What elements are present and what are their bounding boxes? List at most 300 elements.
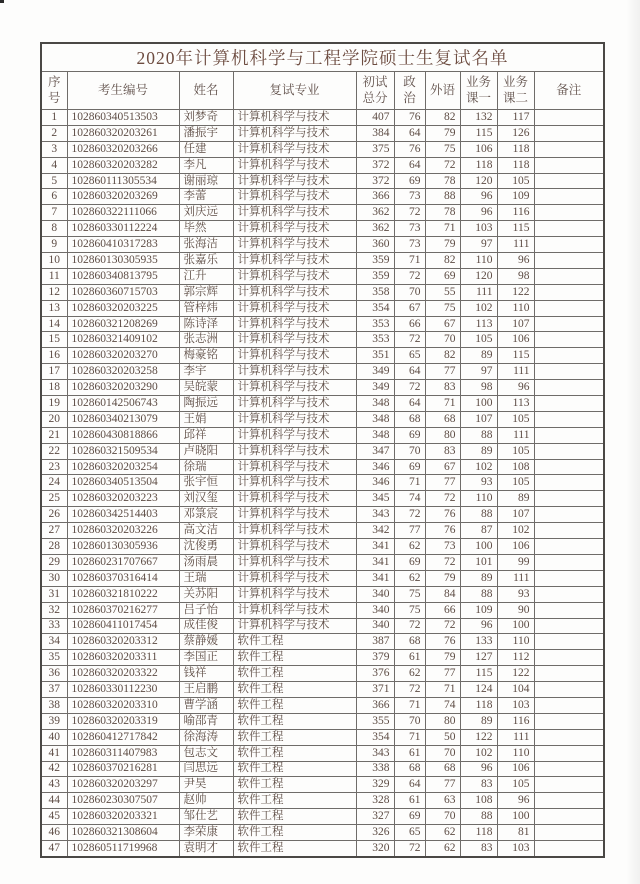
cell-politics: 72 bbox=[394, 205, 425, 221]
table-row bbox=[41, 459, 604, 475]
cell-candidate-no: 102860142506743 bbox=[67, 396, 179, 412]
cell-major: 计算机科学与技术 bbox=[233, 348, 356, 364]
cell-major: 计算机科学与技术 bbox=[233, 396, 356, 412]
cell-candidate-no: 102860320203266 bbox=[67, 141, 179, 157]
document-title: 2020年计算机科学与工程学院硕士生复试名单 bbox=[41, 43, 604, 72]
cell-index: 19 bbox=[41, 396, 67, 412]
table-row bbox=[41, 809, 604, 825]
cell-remark bbox=[534, 316, 604, 332]
cell-course-2: 93 bbox=[497, 586, 534, 602]
cell-remark bbox=[534, 205, 604, 221]
cell-course-1: 110 bbox=[460, 253, 497, 269]
cell-course-2: 110 bbox=[497, 300, 534, 316]
cell-course-1: 132 bbox=[460, 110, 497, 126]
cell-foreign-lang: 72 bbox=[425, 157, 460, 173]
cell-remark bbox=[534, 141, 604, 157]
cell-foreign-lang: 55 bbox=[425, 284, 460, 300]
cell-politics: 76 bbox=[394, 110, 425, 126]
cell-total-score: 371 bbox=[356, 682, 394, 698]
cell-name: 李国正 bbox=[179, 650, 233, 666]
cell-foreign-lang: 69 bbox=[425, 268, 460, 284]
cell-course-1: 124 bbox=[460, 682, 497, 698]
cell-politics: 69 bbox=[394, 427, 425, 443]
cell-course-1: 106 bbox=[460, 141, 497, 157]
cell-course-1: 96 bbox=[460, 189, 497, 205]
cell-total-score: 407 bbox=[356, 110, 394, 126]
cell-course-1: 97 bbox=[460, 364, 497, 380]
cell-politics: 69 bbox=[394, 459, 425, 475]
cell-politics: 76 bbox=[394, 141, 425, 157]
cell-index: 42 bbox=[41, 761, 67, 777]
cell-course-2: 106 bbox=[497, 539, 534, 555]
cell-foreign-lang: 72 bbox=[425, 554, 460, 570]
cell-remark bbox=[534, 189, 604, 205]
cell-candidate-no: 102860320203269 bbox=[67, 189, 179, 205]
cell-foreign-lang: 73 bbox=[425, 539, 460, 555]
cell-total-score: 372 bbox=[356, 173, 394, 189]
cell-name: 赵帅 bbox=[179, 793, 233, 809]
cell-foreign-lang: 71 bbox=[425, 396, 460, 412]
cell-course-2: 100 bbox=[497, 809, 534, 825]
cell-name: 徐瑞 bbox=[179, 459, 233, 475]
cell-candidate-no: 102860342514403 bbox=[67, 507, 179, 523]
cell-index: 20 bbox=[41, 411, 67, 427]
cell-politics: 65 bbox=[394, 825, 425, 841]
cell-major: 软件工程 bbox=[233, 793, 356, 809]
cell-major: 计算机科学与技术 bbox=[233, 427, 356, 443]
cell-name: 邓箓宸 bbox=[179, 507, 233, 523]
cell-course-2: 111 bbox=[497, 570, 534, 586]
table-row bbox=[41, 284, 604, 300]
cell-remark bbox=[534, 173, 604, 189]
cell-politics: 72 bbox=[394, 507, 425, 523]
cell-name: 王瑞 bbox=[179, 570, 233, 586]
cell-foreign-lang: 79 bbox=[425, 650, 460, 666]
cell-major: 软件工程 bbox=[233, 682, 356, 698]
cell-candidate-no: 102860230307507 bbox=[67, 793, 179, 809]
cell-course-2: 105 bbox=[497, 173, 534, 189]
cell-foreign-lang: 75 bbox=[425, 300, 460, 316]
cell-course-1: 103 bbox=[460, 221, 497, 237]
cell-total-score: 346 bbox=[356, 459, 394, 475]
cell-foreign-lang: 80 bbox=[425, 713, 460, 729]
cell-course-1: 88 bbox=[460, 507, 497, 523]
table-row bbox=[41, 618, 604, 634]
table-row bbox=[41, 205, 604, 221]
cell-index: 37 bbox=[41, 682, 67, 698]
cell-course-2: 111 bbox=[497, 364, 534, 380]
cell-politics: 64 bbox=[394, 777, 425, 793]
cell-major: 软件工程 bbox=[233, 713, 356, 729]
cell-candidate-no: 102860320203254 bbox=[67, 459, 179, 475]
cell-candidate-no: 102860370216277 bbox=[67, 602, 179, 618]
cell-total-score: 320 bbox=[356, 840, 394, 856]
cell-politics: 72 bbox=[394, 332, 425, 348]
cell-index: 32 bbox=[41, 602, 67, 618]
cell-index: 7 bbox=[41, 205, 67, 221]
cell-index: 44 bbox=[41, 793, 67, 809]
cell-remark bbox=[534, 491, 604, 507]
cell-politics: 73 bbox=[394, 237, 425, 253]
cell-name: 沈俊勇 bbox=[179, 539, 233, 555]
cell-course-1: 102 bbox=[460, 459, 497, 475]
cell-course-2: 113 bbox=[497, 396, 534, 412]
cell-remark bbox=[534, 745, 604, 761]
cell-total-score: 355 bbox=[356, 713, 394, 729]
cell-course-2: 105 bbox=[497, 443, 534, 459]
cell-course-2: 103 bbox=[497, 840, 534, 856]
cell-candidate-no: 102860320203223 bbox=[67, 491, 179, 507]
cell-foreign-lang: 76 bbox=[425, 507, 460, 523]
cell-total-score: 353 bbox=[356, 316, 394, 332]
cell-index: 41 bbox=[41, 745, 67, 761]
cell-remark bbox=[534, 809, 604, 825]
cell-foreign-lang: 82 bbox=[425, 253, 460, 269]
cell-politics: 68 bbox=[394, 761, 425, 777]
cell-foreign-lang: 88 bbox=[425, 189, 460, 205]
cell-major: 计算机科学与技术 bbox=[233, 364, 356, 380]
table-row bbox=[41, 777, 604, 793]
cell-remark bbox=[534, 825, 604, 841]
cell-total-score: 349 bbox=[356, 380, 394, 396]
cell-remark bbox=[534, 507, 604, 523]
cell-name: 袁明才 bbox=[179, 840, 233, 856]
cell-candidate-no: 102860320203310 bbox=[67, 697, 179, 713]
cell-name: 李蕾 bbox=[179, 189, 233, 205]
cell-foreign-lang: 84 bbox=[425, 586, 460, 602]
cell-candidate-no: 102860410317283 bbox=[67, 237, 179, 253]
table-row bbox=[41, 761, 604, 777]
cell-foreign-lang: 71 bbox=[425, 221, 460, 237]
cell-candidate-no: 102860321509534 bbox=[67, 443, 179, 459]
cell-foreign-lang: 77 bbox=[425, 364, 460, 380]
cell-index: 6 bbox=[41, 189, 67, 205]
reexam-candidate-table bbox=[40, 42, 605, 858]
cell-remark bbox=[534, 475, 604, 491]
cell-name: 毕然 bbox=[179, 221, 233, 237]
cell-politics: 61 bbox=[394, 793, 425, 809]
cell-index: 24 bbox=[41, 475, 67, 491]
cell-course-1: 101 bbox=[460, 554, 497, 570]
cell-course-2: 112 bbox=[497, 650, 534, 666]
cell-course-1: 133 bbox=[460, 634, 497, 650]
cell-candidate-no: 102860311407983 bbox=[67, 745, 179, 761]
cell-course-1: 108 bbox=[460, 793, 497, 809]
cell-name: 喻邵青 bbox=[179, 713, 233, 729]
cell-candidate-no: 102860231707667 bbox=[67, 554, 179, 570]
cell-politics: 73 bbox=[394, 189, 425, 205]
cell-course-1: 120 bbox=[460, 268, 497, 284]
cell-course-2: 107 bbox=[497, 507, 534, 523]
cell-name: 包志文 bbox=[179, 745, 233, 761]
cell-foreign-lang: 70 bbox=[425, 745, 460, 761]
cell-total-score: 343 bbox=[356, 507, 394, 523]
cell-candidate-no: 102860111305534 bbox=[67, 173, 179, 189]
cell-politics: 65 bbox=[394, 348, 425, 364]
cell-candidate-no: 102860130305935 bbox=[67, 253, 179, 269]
cell-index: 39 bbox=[41, 713, 67, 729]
column-header-foreign-lang: 外语 bbox=[425, 72, 460, 110]
cell-total-score: 348 bbox=[356, 411, 394, 427]
cell-index: 21 bbox=[41, 427, 67, 443]
cell-index: 27 bbox=[41, 523, 67, 539]
cell-major: 计算机科学与技术 bbox=[233, 205, 356, 221]
cell-course-2: 118 bbox=[497, 157, 534, 173]
cell-name: 李宇 bbox=[179, 364, 233, 380]
cell-remark bbox=[534, 268, 604, 284]
cell-index: 40 bbox=[41, 729, 67, 745]
cell-remark bbox=[534, 237, 604, 253]
cell-course-2: 103 bbox=[497, 697, 534, 713]
cell-remark bbox=[534, 348, 604, 364]
table-row bbox=[41, 729, 604, 745]
cell-total-score: 372 bbox=[356, 157, 394, 173]
cell-course-2: 104 bbox=[497, 682, 534, 698]
table-row bbox=[41, 554, 604, 570]
cell-politics: 72 bbox=[394, 268, 425, 284]
cell-course-1: 100 bbox=[460, 539, 497, 555]
cell-candidate-no: 102860320203321 bbox=[67, 809, 179, 825]
cell-major: 计算机科学与技术 bbox=[233, 411, 356, 427]
cell-total-score: 349 bbox=[356, 364, 394, 380]
cell-index: 25 bbox=[41, 491, 67, 507]
table-row bbox=[41, 157, 604, 173]
cell-total-score: 360 bbox=[356, 237, 394, 253]
cell-major: 计算机科学与技术 bbox=[233, 268, 356, 284]
cell-name: 李荣康 bbox=[179, 825, 233, 841]
cell-major: 计算机科学与技术 bbox=[233, 332, 356, 348]
cell-course-2: 106 bbox=[497, 761, 534, 777]
cell-course-1: 111 bbox=[460, 284, 497, 300]
cell-politics: 71 bbox=[394, 697, 425, 713]
table-row bbox=[41, 268, 604, 284]
cell-index: 33 bbox=[41, 618, 67, 634]
table-row bbox=[41, 602, 604, 618]
cell-course-1: 87 bbox=[460, 523, 497, 539]
cell-course-1: 96 bbox=[460, 761, 497, 777]
cell-major: 软件工程 bbox=[233, 666, 356, 682]
cell-course-1: 109 bbox=[460, 602, 497, 618]
cell-course-1: 89 bbox=[460, 713, 497, 729]
cell-politics: 74 bbox=[394, 491, 425, 507]
cell-name: 关苏阳 bbox=[179, 586, 233, 602]
cell-index: 13 bbox=[41, 300, 67, 316]
cell-total-score: 327 bbox=[356, 809, 394, 825]
cell-name: 邹仕艺 bbox=[179, 809, 233, 825]
cell-politics: 62 bbox=[394, 539, 425, 555]
cell-index: 31 bbox=[41, 586, 67, 602]
cell-name: 蔡静媛 bbox=[179, 634, 233, 650]
cell-name: 郭宗辉 bbox=[179, 284, 233, 300]
cell-foreign-lang: 75 bbox=[425, 141, 460, 157]
cell-course-2: 98 bbox=[497, 268, 534, 284]
cell-candidate-no: 102860340513504 bbox=[67, 475, 179, 491]
cell-course-2: 96 bbox=[497, 253, 534, 269]
cell-foreign-lang: 72 bbox=[425, 491, 460, 507]
cell-course-1: 110 bbox=[460, 491, 497, 507]
cell-name: 闫思远 bbox=[179, 761, 233, 777]
cell-remark bbox=[534, 427, 604, 443]
cell-course-1: 118 bbox=[460, 825, 497, 841]
cell-foreign-lang: 77 bbox=[425, 777, 460, 793]
cell-remark bbox=[534, 634, 604, 650]
cell-index: 9 bbox=[41, 237, 67, 253]
cell-course-2: 110 bbox=[497, 634, 534, 650]
cell-foreign-lang: 72 bbox=[425, 618, 460, 634]
cell-major: 软件工程 bbox=[233, 809, 356, 825]
cell-name: 卢晓阳 bbox=[179, 443, 233, 459]
cell-candidate-no: 102860320203270 bbox=[67, 348, 179, 364]
cell-course-1: 88 bbox=[460, 427, 497, 443]
cell-index: 46 bbox=[41, 825, 67, 841]
cell-major: 软件工程 bbox=[233, 825, 356, 841]
cell-total-score: 354 bbox=[356, 300, 394, 316]
table-row bbox=[41, 539, 604, 555]
cell-politics: 61 bbox=[394, 650, 425, 666]
cell-remark bbox=[534, 761, 604, 777]
cell-course-2: 108 bbox=[497, 459, 534, 475]
cell-politics: 69 bbox=[394, 554, 425, 570]
table-row bbox=[41, 189, 604, 205]
cell-remark bbox=[534, 396, 604, 412]
cell-name: 任建 bbox=[179, 141, 233, 157]
table-row bbox=[41, 634, 604, 650]
cell-course-1: 89 bbox=[460, 443, 497, 459]
cell-major: 计算机科学与技术 bbox=[233, 284, 356, 300]
cell-course-1: 115 bbox=[460, 666, 497, 682]
cell-candidate-no: 102860321208269 bbox=[67, 316, 179, 332]
cell-major: 计算机科学与技术 bbox=[233, 539, 356, 555]
cell-index: 10 bbox=[41, 253, 67, 269]
cell-course-2: 89 bbox=[497, 491, 534, 507]
cell-major: 计算机科学与技术 bbox=[233, 475, 356, 491]
cell-index: 8 bbox=[41, 221, 67, 237]
cell-major: 计算机科学与技术 bbox=[233, 380, 356, 396]
cell-course-2: 105 bbox=[497, 777, 534, 793]
cell-course-1: 83 bbox=[460, 777, 497, 793]
table-title-row bbox=[41, 43, 604, 72]
cell-course-2: 100 bbox=[497, 618, 534, 634]
cell-foreign-lang: 79 bbox=[425, 570, 460, 586]
cell-candidate-no: 102860320203226 bbox=[67, 523, 179, 539]
cell-candidate-no: 102860130305936 bbox=[67, 539, 179, 555]
cell-course-1: 115 bbox=[460, 125, 497, 141]
cell-remark bbox=[534, 459, 604, 475]
cell-course-1: 118 bbox=[460, 697, 497, 713]
cell-course-2: 110 bbox=[497, 745, 534, 761]
scan-corner-artifact bbox=[0, 0, 4, 3]
cell-foreign-lang: 83 bbox=[425, 443, 460, 459]
cell-total-score: 353 bbox=[356, 332, 394, 348]
cell-name: 陶振远 bbox=[179, 396, 233, 412]
cell-major: 计算机科学与技术 bbox=[233, 316, 356, 332]
column-header-major: 复试专业 bbox=[233, 72, 356, 110]
cell-name: 曹学涵 bbox=[179, 697, 233, 713]
cell-course-2: 117 bbox=[497, 110, 534, 126]
cell-major: 计算机科学与技术 bbox=[233, 523, 356, 539]
cell-major: 计算机科学与技术 bbox=[233, 554, 356, 570]
cell-course-1: 89 bbox=[460, 348, 497, 364]
column-header-politics: 政治 bbox=[394, 72, 425, 110]
table-row bbox=[41, 570, 604, 586]
cell-total-score: 358 bbox=[356, 284, 394, 300]
cell-total-score: 340 bbox=[356, 602, 394, 618]
cell-name: 徐海涛 bbox=[179, 729, 233, 745]
cell-total-score: 341 bbox=[356, 554, 394, 570]
cell-politics: 67 bbox=[394, 300, 425, 316]
cell-course-2: 105 bbox=[497, 475, 534, 491]
column-header-course-1: 业务课一 bbox=[460, 72, 497, 110]
column-header-name: 姓名 bbox=[179, 72, 233, 110]
cell-total-score: 351 bbox=[356, 348, 394, 364]
cell-course-1: 93 bbox=[460, 475, 497, 491]
cell-name: 尹昊 bbox=[179, 777, 233, 793]
cell-total-score: 366 bbox=[356, 189, 394, 205]
column-header-remark: 备注 bbox=[534, 72, 604, 110]
cell-remark bbox=[534, 380, 604, 396]
cell-major: 计算机科学与技术 bbox=[233, 110, 356, 126]
column-header-course-2: 业务课二 bbox=[497, 72, 534, 110]
table-row bbox=[41, 427, 604, 443]
cell-total-score: 387 bbox=[356, 634, 394, 650]
cell-candidate-no: 102860360715703 bbox=[67, 284, 179, 300]
cell-foreign-lang: 70 bbox=[425, 809, 460, 825]
cell-major: 计算机科学与技术 bbox=[233, 459, 356, 475]
table-row bbox=[41, 396, 604, 412]
cell-name: 谢丽琼 bbox=[179, 173, 233, 189]
table-row bbox=[41, 682, 604, 698]
cell-major: 软件工程 bbox=[233, 777, 356, 793]
column-header-total-score: 初试总分 bbox=[356, 72, 394, 110]
cell-politics: 64 bbox=[394, 125, 425, 141]
cell-remark bbox=[534, 570, 604, 586]
cell-politics: 69 bbox=[394, 173, 425, 189]
cell-total-score: 362 bbox=[356, 205, 394, 221]
table-row bbox=[41, 713, 604, 729]
cell-course-1: 83 bbox=[460, 840, 497, 856]
cell-name: 钱祥 bbox=[179, 666, 233, 682]
cell-total-score: 376 bbox=[356, 666, 394, 682]
table-row bbox=[41, 650, 604, 666]
cell-course-1: 118 bbox=[460, 157, 497, 173]
table-row bbox=[41, 443, 604, 459]
table-row bbox=[41, 141, 604, 157]
cell-course-1: 89 bbox=[460, 570, 497, 586]
cell-remark bbox=[534, 364, 604, 380]
cell-name: 王娟 bbox=[179, 411, 233, 427]
cell-remark bbox=[534, 221, 604, 237]
cell-foreign-lang: 78 bbox=[425, 205, 460, 221]
cell-foreign-lang: 66 bbox=[425, 602, 460, 618]
table-row bbox=[41, 825, 604, 841]
cell-remark bbox=[534, 110, 604, 126]
cell-index: 35 bbox=[41, 650, 67, 666]
cell-total-score: 384 bbox=[356, 125, 394, 141]
cell-course-1: 98 bbox=[460, 380, 497, 396]
cell-course-2: 122 bbox=[497, 284, 534, 300]
cell-index: 5 bbox=[41, 173, 67, 189]
cell-candidate-no: 102860340813795 bbox=[67, 268, 179, 284]
cell-name: 吴皖蒙 bbox=[179, 380, 233, 396]
cell-remark bbox=[534, 840, 604, 856]
table-row bbox=[41, 507, 604, 523]
table-row bbox=[41, 125, 604, 141]
cell-index: 38 bbox=[41, 697, 67, 713]
table-row bbox=[41, 316, 604, 332]
cell-remark bbox=[534, 253, 604, 269]
table-row bbox=[41, 697, 604, 713]
cell-candidate-no: 102860320203258 bbox=[67, 364, 179, 380]
